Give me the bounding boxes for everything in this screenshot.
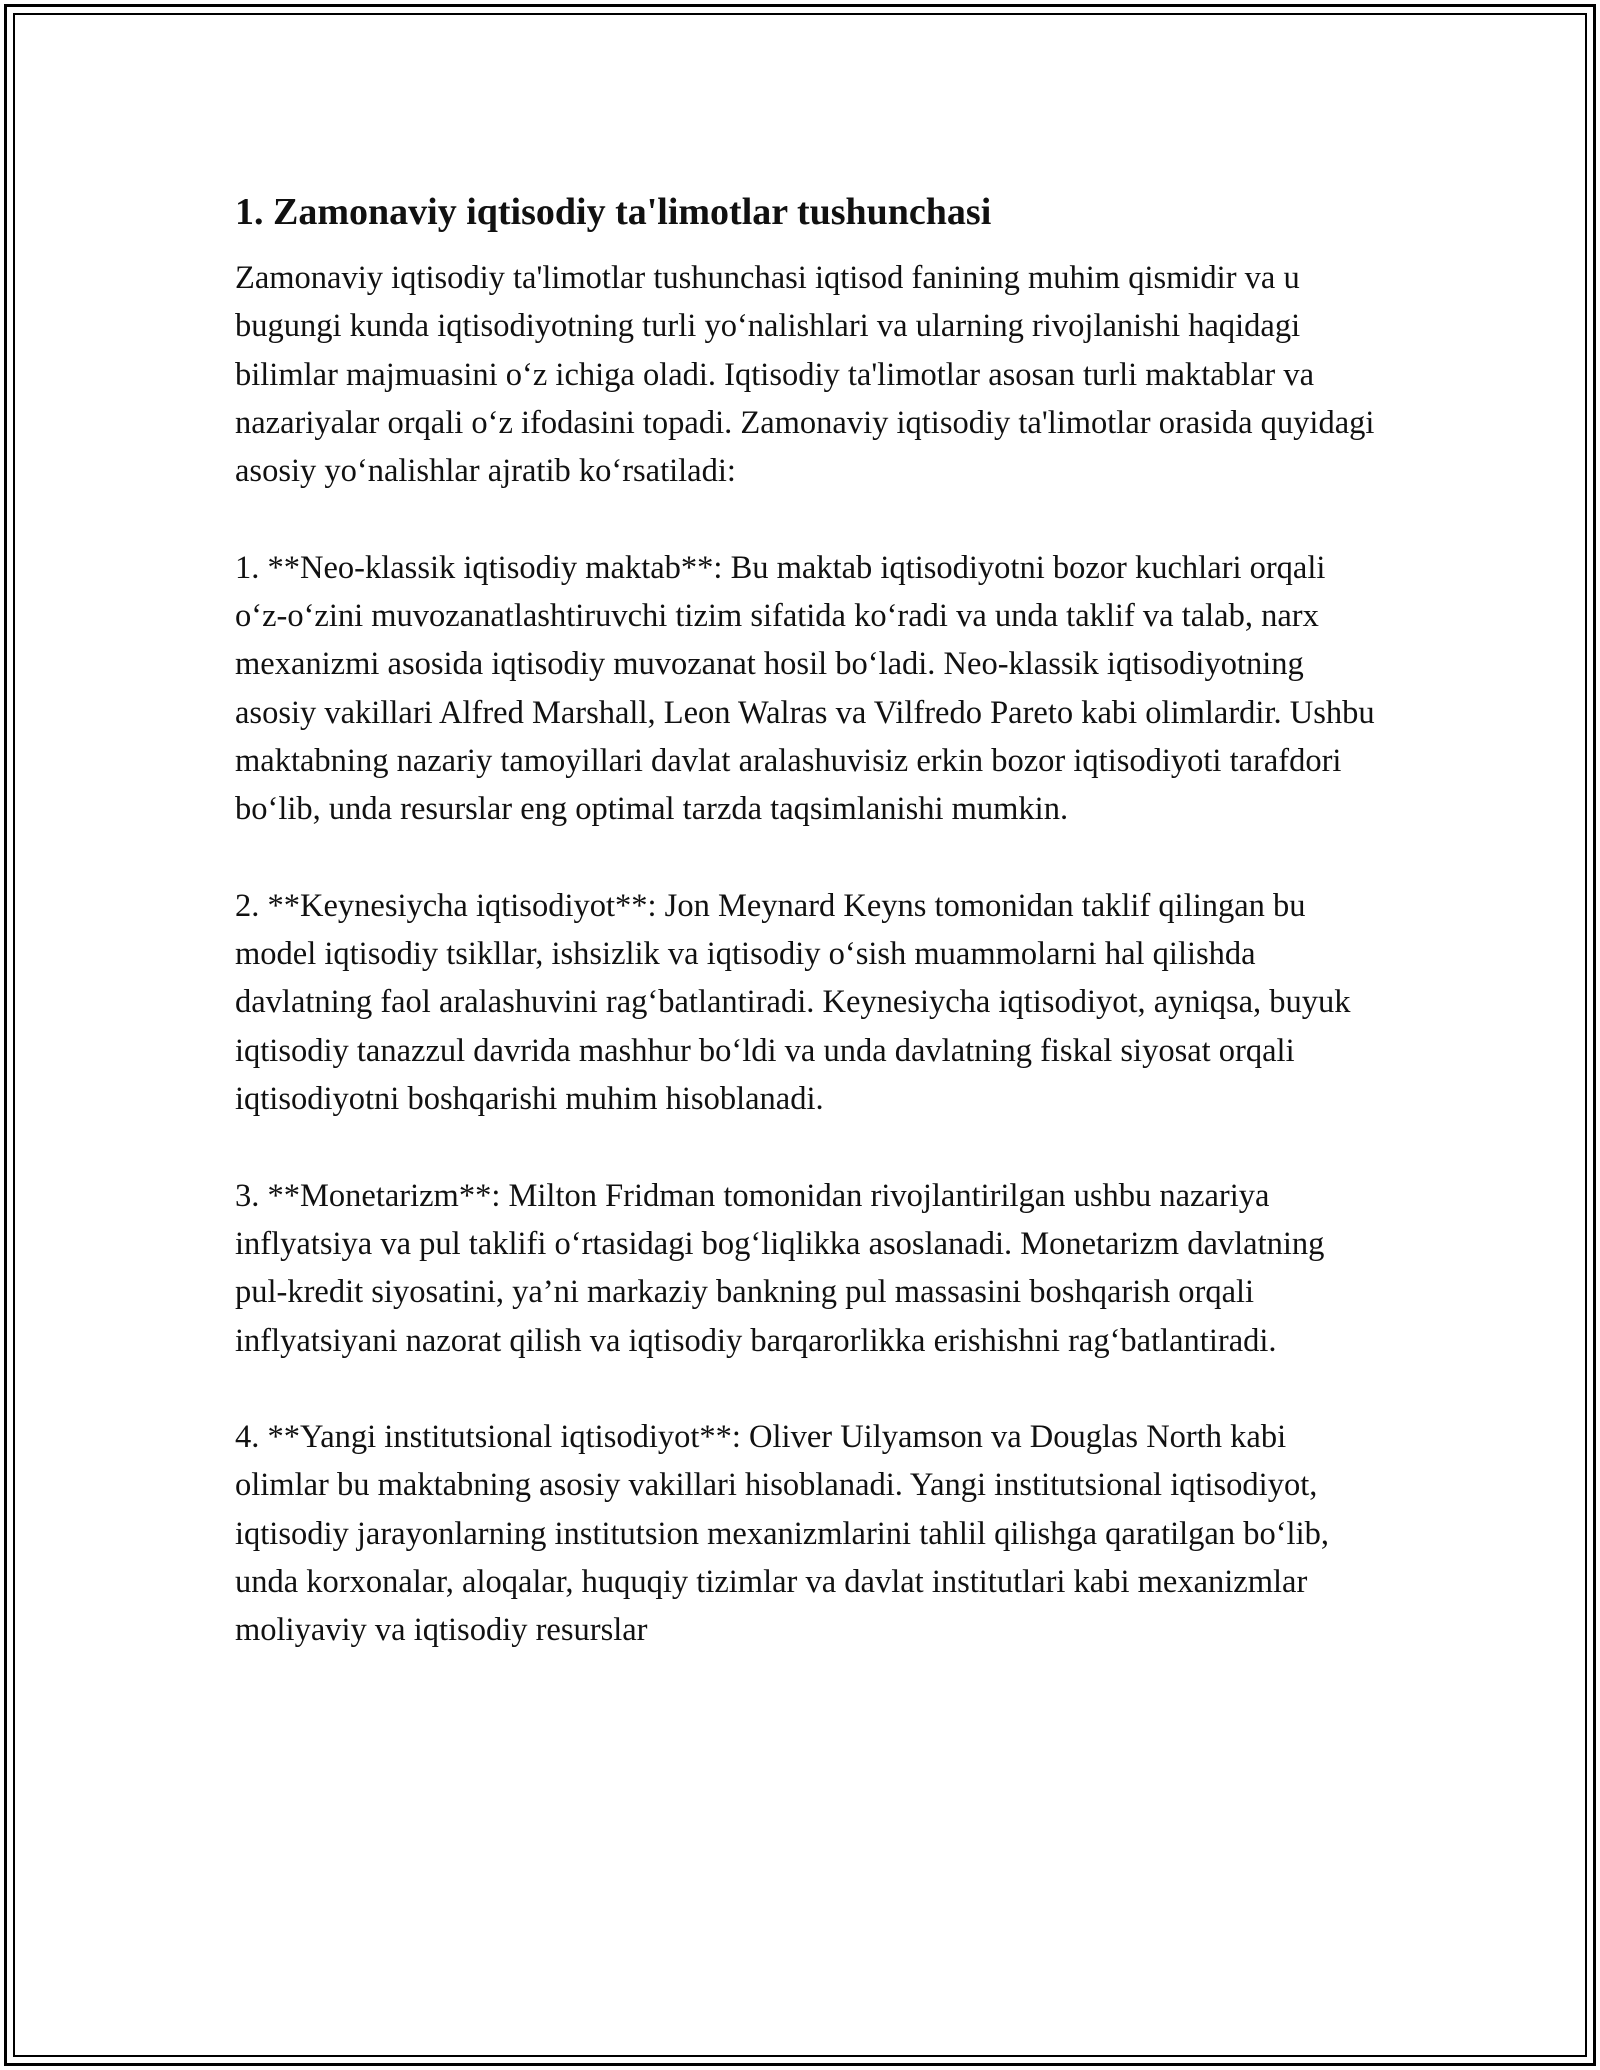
paragraph-neo-classical: 1. **Neo-klassik iqtisodiy maktab**: Bu maktab iqtisodiyotni bozor kuchlari orqali o‘z-o‘zini muvozanatlashtiruvchi tizim sifatida ko‘radi va unda taklif va talab, narx mexanizmi asosida iqtisodiy muvozanat hosil bo‘ladi. Neo-klassik iqtisodiyotning asosiy vakillari Alfred Marshall, Leon Walras va Vilfredo Pareto kabi olimlardir. Ushbu maktabning nazariy tamoyillari davlat aralashuvisiz erkin bozor iqtisodiyoti tarafdori bo‘lib, unda resurslar eng optimal tarzda taqsimlanishi mumkin. <box>235 549 1375 828</box>
section-heading: 1. Zamonaviy iqtisodiy ta'limotlar tushunchasi <box>235 191 992 233</box>
paragraph-keynesian: 2. **Keynesiycha iqtisodiyot**: Jon Meynard Keyns tomonidan taklif qilingan bu model iqtisodiy tsikllar, ishsizlik va iqtisodiy o‘sish muammolarni hal qilishda davlatning faol aralashuvini rag‘batlantiradi. Keynesiycha iqtisodiyot, ayniqsa, buyuk iqtisodiy tanazzul davrida mashhur bo‘ldi va unda davlatning fiskal siyosat orqali iqtisodiyotni boshqarishi muhim hisoblanadi. <box>235 887 1351 1118</box>
document-body <box>235 186 1375 1655</box>
intro-paragraph: Zamonaviy iqtisodiy ta'limotlar tushunchasi iqtisod fanining muhim qismidir va u bugungi kunda iqtisodiyotning turli yo‘nalishlari va ularning rivojlanishi haqidagi bilimlar majmuasini o‘z ichiga oladi. Iqtisodiy ta'limotlar asosan turli maktablar va nazariyalar orqali o‘z ifodasini topadi. Zamonaviy iqtisodiy ta'limotlar orasida quyidagi asosiy yo‘nalishlar ajratib ko‘rsatiladi: <box>235 260 1375 490</box>
paragraph-new-institutional: 4. **Yangi institutsional iqtisodiyot**: Oliver Uilyamson va Douglas North kabi olimlar bu maktabning asosiy vakillari hisoblanadi. Yangi institutsional iqtisodiyot, iqtisodiy jarayonlarning institutsion mexanizmlarini tahlil qilishga qaratilgan bo‘lib, unda korxonalar, aloqalar, huquqiy tizimlar va davlat institutlari kabi mexanizmlar moliyaviy va iqtisodiy resurslar <box>235 1419 1329 1649</box>
paragraph-monetarism: 3. **Monetarizm**: Milton Fridman tomonidan rivojlantirilgan ushbu nazariya inflyatsiya va pul taklifi o‘rtasidagi bog‘liqlikka asoslanadi. Monetarizm davlatning pul-kredit siyosatini, ya’ni markaziy bankning pul massasini boshqarish orqali inflyatsiyani nazorat qilish va iqtisodiy barqarorlikka erishishni rag‘batlantiradi. <box>235 1177 1325 1359</box>
